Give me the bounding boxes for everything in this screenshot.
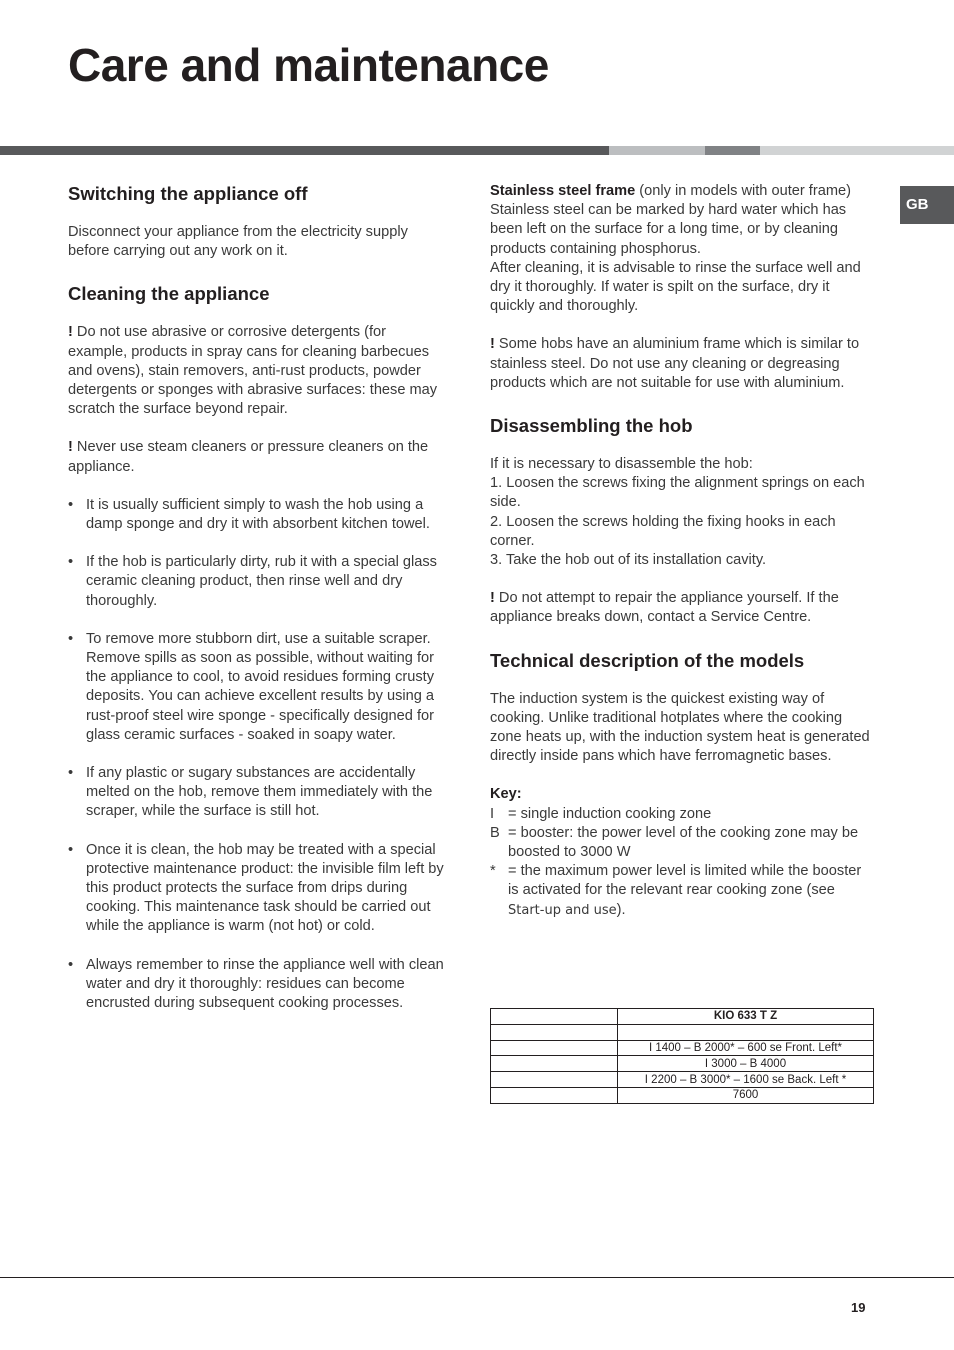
list-item: • To remove more stubborn dirt, use a suitable scraper. Remove spills as soon as possible, without waiting for the appliance to cool, to avoid residues forming crusty deposits. You can achieve excellent results by using a rust-proof steel wire sponge - specifically designed for glass ceramic surfaces - soaked in soapy water.	[68, 630, 435, 743]
table-cell: 7600	[618, 1087, 874, 1103]
list-item: • Always remember to rinse the appliance well with clean water and dry it thoroughly: residues can become encrusted during subsequent cooking processes.	[68, 956, 444, 1012]
page-number: 19	[851, 1300, 866, 1315]
list-item: • It is usually sufficient simply to wash the hob using a damp sponge and dry it with absorbent kitchen towel.	[68, 496, 430, 533]
table-cell: I 2200 – B 3000* – 1600 se Back. Left *	[618, 1072, 874, 1088]
key-heading: Key:	[490, 786, 522, 803]
technical-text: The induction system is the quickest existing way of cooking. Unlike traditional hotplates where the cooking zone heats up, with the induction system heat is generated directly inside pans which have ferromagnetic bases.	[490, 690, 870, 765]
page-title: Care and maintenance	[68, 39, 549, 91]
table-cell	[491, 1072, 618, 1088]
stainless-steel-rinse-text: After cleaning, it is advisable to rinse the surface well and dry it thoroughly. If water is spilt on the surface, dry it quickly and thoroughly.	[490, 259, 861, 315]
language-tab: GB	[900, 186, 954, 224]
list-item: • If the hob is particularly dirty, rub it with a special glass ceramic cleaning product, then rinse well and dry thoroughly.	[68, 554, 437, 609]
warning-icon: !	[490, 590, 495, 607]
table-cell	[618, 1024, 874, 1040]
stainless-steel-text: Stainless steel can be marked by hard water which has been left on the surface for a long time, or by cleaning products containing phosphorus.	[490, 202, 847, 257]
footer-rule	[0, 1277, 954, 1278]
header-rule-light	[609, 146, 705, 155]
key-item: * = the maximum power level is limited while the booster is activated for the relevant rear cooking zone (see Start-up and use).	[490, 863, 862, 918]
header-rule-dark	[0, 146, 609, 155]
bullet-icon: •	[68, 956, 74, 973]
list-item: • Once it is clean, the hob may be treated with a special protective maintenance product: the invisible film left by this product protects the surface from drips during cooking. This maintenance task should be carried out while the appliance is warm (not hot) or cold.	[68, 841, 444, 935]
table-cell: I 3000 – B 4000	[618, 1056, 874, 1072]
table-row	[491, 1024, 874, 1040]
table-cell	[491, 1087, 618, 1103]
table-row	[491, 1040, 874, 1056]
table-row	[491, 1072, 874, 1088]
bullet-icon: •	[68, 630, 74, 647]
technical-heading: Technical description of the models	[490, 649, 805, 671]
key-item: I = single induction cooking zone	[490, 805, 712, 822]
right-column	[490, 182, 874, 920]
warning-steam: ! Never use steam cleaners or pressure cleaners on the appliance.	[68, 439, 429, 475]
list-item: 1. Loosen the screws fixing the alignment springs on each side.	[490, 475, 865, 511]
table-cell	[491, 1056, 618, 1072]
table-cell: I 1400 – B 2000* – 600 se Front. Left*	[618, 1040, 874, 1056]
stainless-steel-label: Stainless steel frame	[490, 183, 636, 199]
warning-icon: !	[490, 336, 495, 353]
table-row	[491, 1009, 874, 1025]
warning-icon: !	[68, 439, 73, 456]
header-rule-pale	[760, 146, 954, 155]
bullet-icon: •	[68, 554, 74, 571]
left-column	[68, 182, 448, 1013]
list-item: • If any plastic or sugary substances are accidentally melted on the hob, remove them immediately with the scraper, while the surface is still hot.	[68, 765, 433, 820]
start-up-reference: Start-up and use	[508, 902, 617, 918]
models-table	[490, 1008, 874, 1104]
bullet-icon: •	[68, 496, 74, 513]
warning-aluminium: ! Some hobs have an aluminium frame which is similar to stainless steel. Do not use any cleaning or degreasing products which are not suitable for use with aluminium.	[490, 336, 860, 391]
list-item: 2. Loosen the screws holding the fixing hooks in each corner.	[490, 513, 836, 549]
table-cell	[491, 1024, 618, 1040]
bullet-icon: •	[68, 765, 74, 782]
header-rule-mid	[705, 146, 760, 155]
list-item: 3. Take the hob out of its installation cavity.	[490, 552, 767, 569]
bullet-icon: •	[68, 841, 74, 858]
key-item: B = booster: the power level of the cooking zone may be boosted to 3000 W	[490, 824, 859, 861]
table-header-model: KIO 633 T Z	[618, 1009, 874, 1025]
table-row	[491, 1056, 874, 1072]
disassembling-heading: Disassembling the hob	[490, 415, 693, 437]
cleaning-heading: Cleaning the appliance	[68, 283, 270, 305]
warning-icon: !	[68, 324, 73, 341]
table-row	[491, 1087, 874, 1103]
disassembling-intro: If it is necessary to disassemble the hob:	[490, 456, 753, 473]
switching-off-text: Disconnect your appliance from the electricity supply before carrying out any work on it.	[68, 224, 408, 260]
stainless-steel-paragraph: Stainless steel frame (only in models with outer frame)	[490, 183, 851, 199]
table-cell	[491, 1040, 618, 1056]
table-cell	[491, 1009, 618, 1025]
warning-abrasive: ! Do not use abrasive or corrosive detergents (for example, products in spray cans for cleaning barbecues and ovens), stain removers, anti-rust products, powder detergents or sponges with abrasive surfaces: these may scratch the surface beyond repair.	[68, 324, 438, 418]
warning-repair: ! Do not attempt to repair the appliance yourself. If the appliance breaks down, contact a Service Centre.	[490, 590, 839, 626]
switching-off-heading: Switching the appliance off	[68, 183, 308, 204]
